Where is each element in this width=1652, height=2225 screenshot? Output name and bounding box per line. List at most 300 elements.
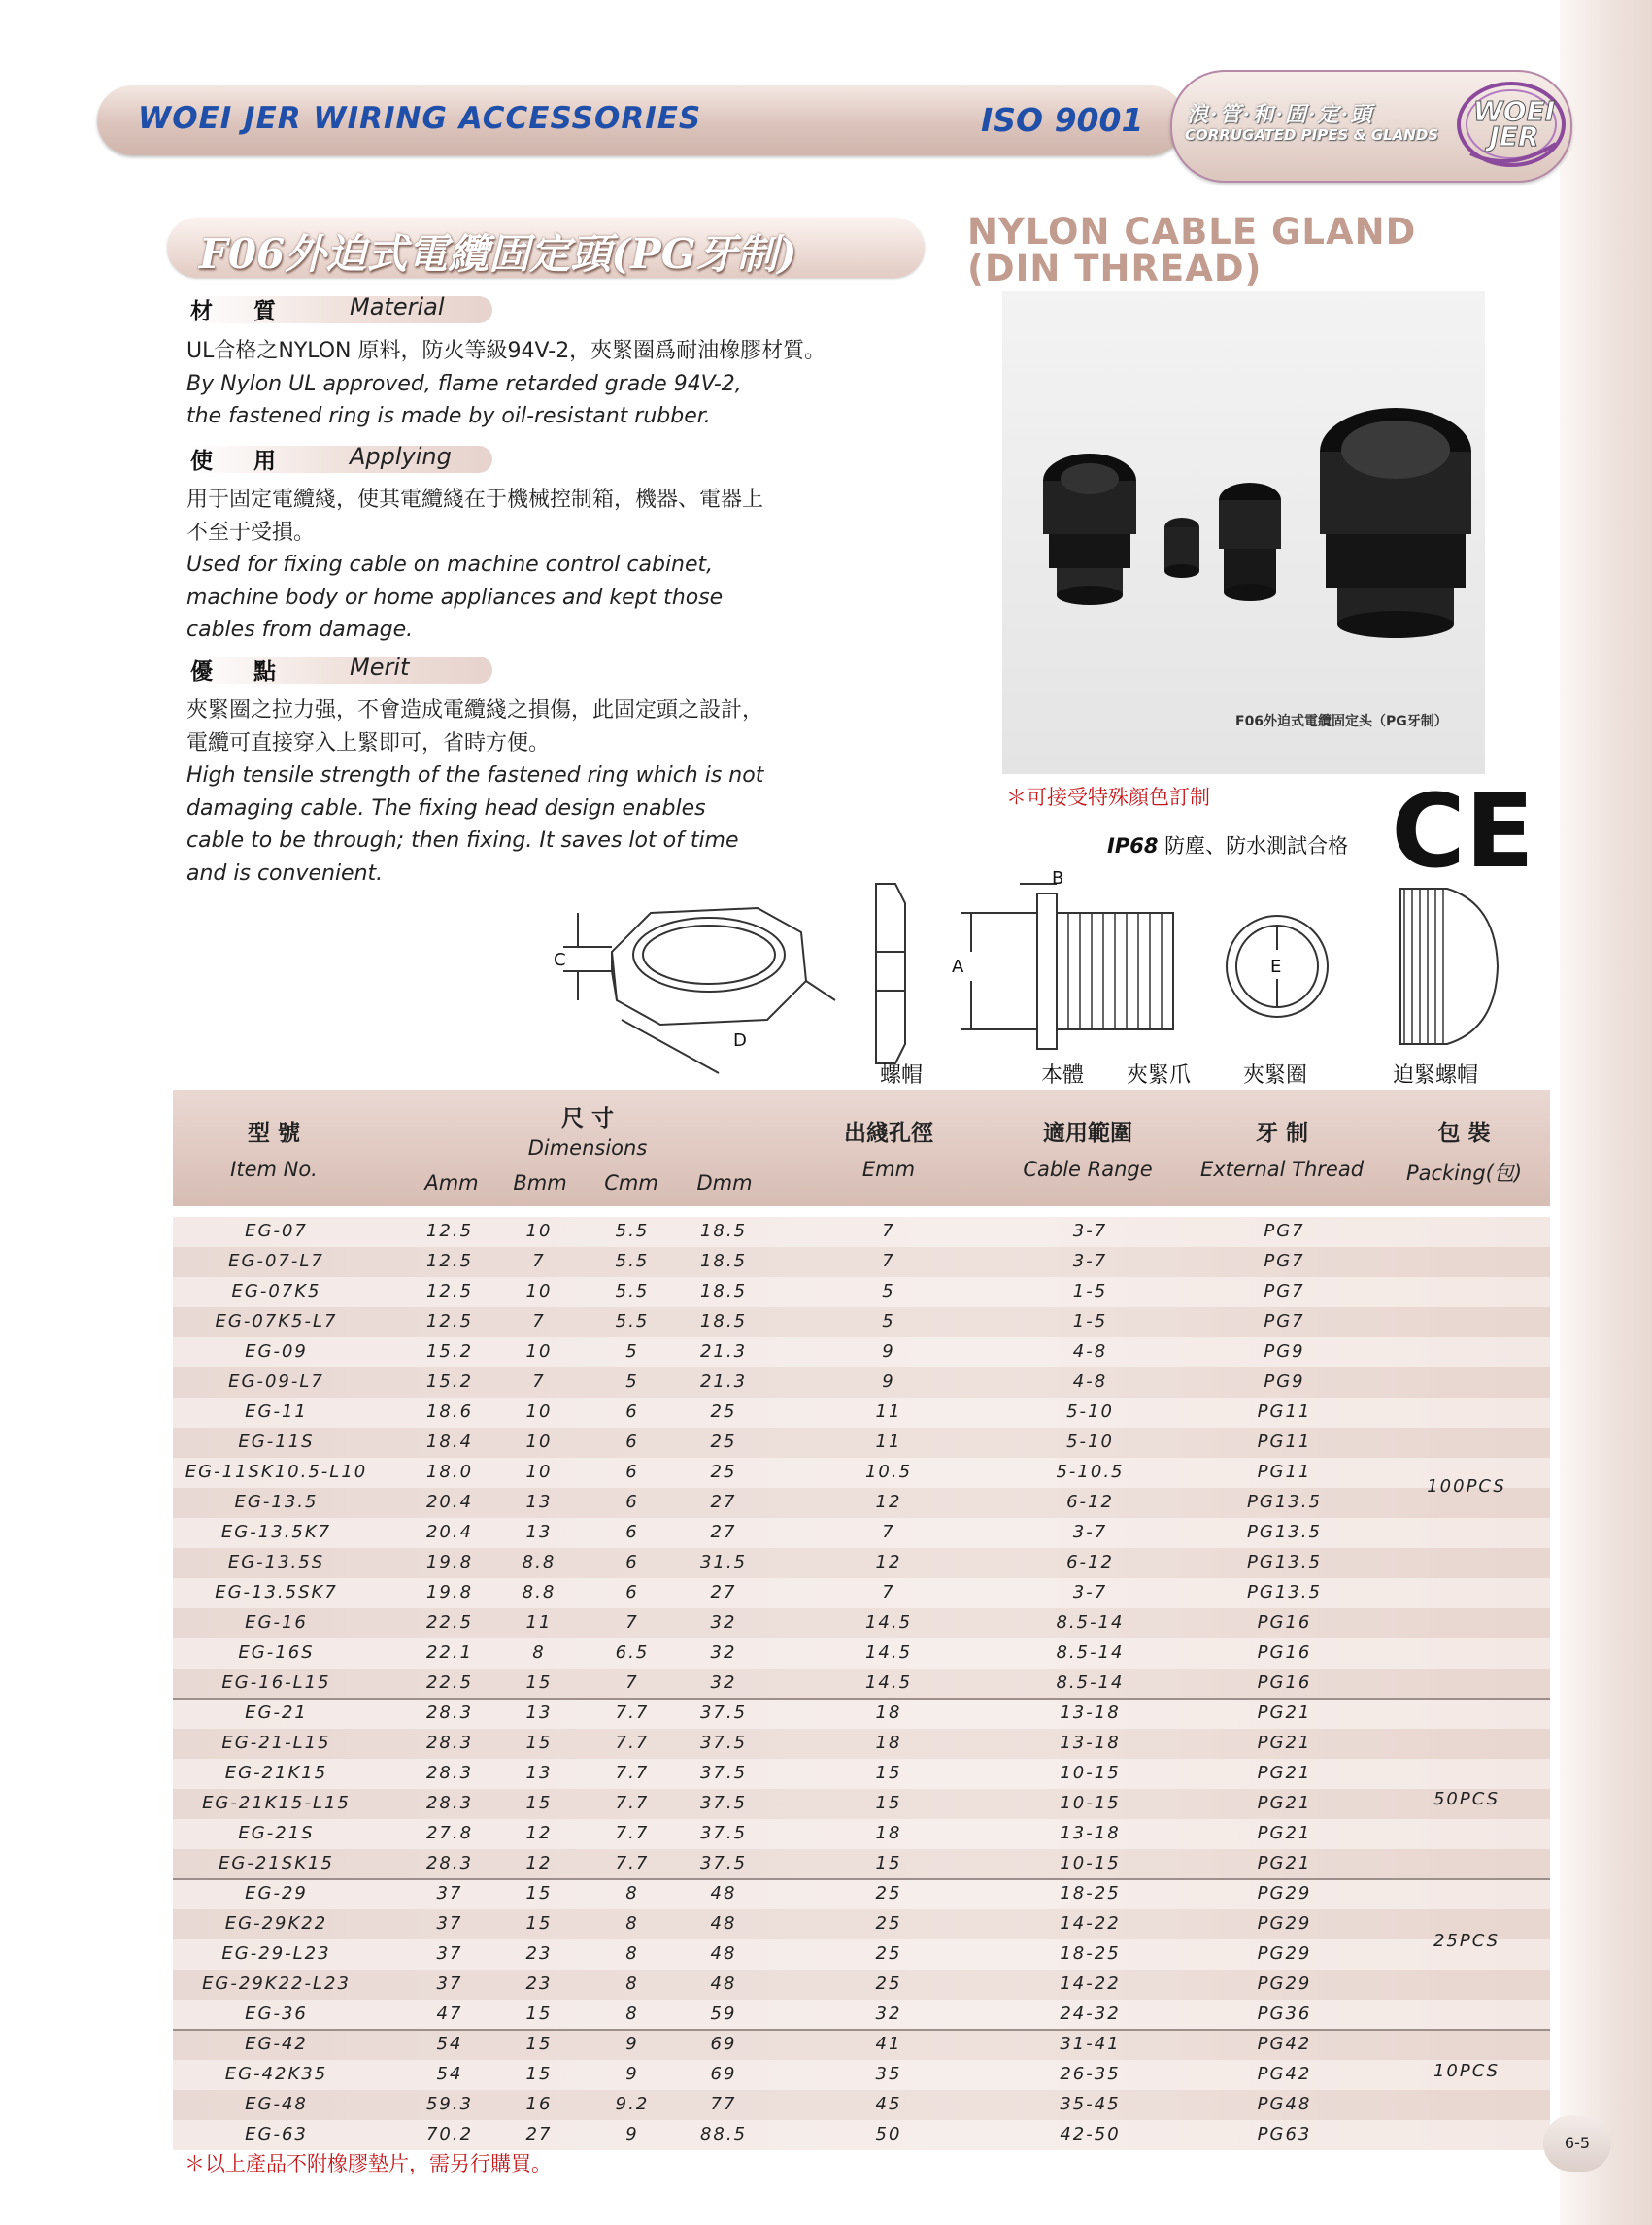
- table-cell: PG36: [1257, 2004, 1312, 2024]
- table-cell: 10: [525, 1401, 553, 1422]
- table-cell: 12: [875, 1492, 902, 1512]
- applying-line: Used for fixing cable on machine control cabinet,: [186, 553, 714, 577]
- table-cell: 7.7: [615, 1702, 650, 1723]
- table-cell: 10: [525, 1281, 553, 1301]
- table-cell: EG-13.5SK7: [215, 1582, 338, 1602]
- table-row: [173, 2090, 1550, 2120]
- applying-line: cables from damage.: [186, 618, 414, 642]
- merit-heading-cn: 優點: [190, 659, 317, 685]
- table-cell: 11: [875, 1401, 902, 1422]
- table-cell: 24-32: [1060, 2004, 1121, 2024]
- table-cell: 59: [710, 2004, 737, 2024]
- table-cell: 18.6: [425, 1401, 474, 1422]
- table-cell: 25: [875, 1883, 902, 1904]
- table-cell: 37: [436, 1883, 463, 1904]
- table-cell: 28.3: [425, 1763, 474, 1783]
- table-cell: 50: [875, 2124, 902, 2144]
- table-cell: 8: [625, 1973, 639, 1994]
- ip68-label: IP68: [1107, 834, 1159, 858]
- table-cell: 25: [710, 1401, 737, 1422]
- table-cell: 41: [875, 2034, 902, 2054]
- table-cell: 7.7: [615, 1763, 650, 1783]
- badge-cn: 浪·管·和·固·定·頭: [1187, 102, 1374, 127]
- table-cell: 25: [710, 1432, 737, 1452]
- table-cell: EG-29K22-L23: [202, 1973, 351, 1994]
- table-cell: 31.5: [699, 1552, 748, 1572]
- applying-line: 用于固定電纜綫，使其電纜綫在于機械控制箱，機器、電器上: [186, 488, 764, 512]
- table-cell: EG-11: [245, 1401, 308, 1422]
- table-cell: 12: [525, 1823, 553, 1843]
- table-cell: 7: [882, 1221, 895, 1241]
- table-cell: PG13.5: [1247, 1582, 1322, 1602]
- table-cell: 18.5: [699, 1311, 748, 1332]
- product-photo: [1002, 291, 1485, 774]
- table-cell: 18-25: [1060, 1883, 1121, 1904]
- table-cell: 8: [625, 1943, 639, 1964]
- table-cell: EG-42: [245, 2034, 308, 2054]
- table-cell: 23: [525, 1943, 553, 1964]
- diagram-letter-a: A: [952, 957, 964, 977]
- table-cell: EG-11S: [238, 1432, 315, 1452]
- table-cell: 8.8: [522, 1582, 556, 1602]
- iso-label: ISO 9001: [981, 101, 1144, 139]
- table-cell: EG-21SK15: [219, 1853, 334, 1873]
- table-cell: 6: [625, 1462, 639, 1482]
- table-cell: PG7: [1264, 1221, 1305, 1241]
- table-cell: 15: [525, 2004, 553, 2024]
- table-row: [173, 1849, 1550, 1879]
- table-cell: 13-18: [1060, 1733, 1121, 1753]
- table-cell: 5: [882, 1311, 895, 1332]
- table-cell: 22.5: [425, 1672, 474, 1693]
- diagram-letter-c: C: [554, 950, 566, 970]
- table-row: [173, 1909, 1550, 1939]
- table-cell: EG-07-L7: [228, 1251, 324, 1271]
- table-cell: 59.3: [425, 2094, 474, 2114]
- table-row: [173, 1819, 1550, 1849]
- table-cell: 15: [525, 1672, 553, 1693]
- table-cell: 1-5: [1072, 1311, 1108, 1332]
- table-cell: 14.5: [864, 1672, 913, 1693]
- table-cell: PG13.5: [1247, 1522, 1322, 1542]
- table-cell: 8.8: [522, 1552, 556, 1572]
- table-cell: 7: [882, 1582, 895, 1602]
- table-cell: 3-7: [1072, 1251, 1108, 1271]
- table-cell: PG9: [1264, 1371, 1305, 1392]
- table-cell: PG7: [1264, 1251, 1305, 1271]
- table-cell: 42-50: [1060, 2124, 1121, 2144]
- table-cell: 28.3: [425, 1733, 474, 1753]
- table-cell: 27: [710, 1492, 737, 1512]
- table-cell: 16: [525, 2094, 553, 2114]
- table-cell: 10: [525, 1462, 553, 1482]
- table-cell: EG-36: [245, 2004, 308, 2024]
- table-cell: 18.5: [699, 1221, 748, 1241]
- table-row: [173, 1759, 1550, 1789]
- table-cell: 8: [532, 1642, 546, 1663]
- merit-line: High tensile strength of the fastened ring which is not: [186, 763, 764, 788]
- applying-line: 不至于受損。: [186, 520, 316, 545]
- table-row: [173, 2030, 1550, 2060]
- table-cell: 37: [436, 1973, 463, 1994]
- table-cell: 13-18: [1060, 1702, 1121, 1723]
- table-row: [173, 1518, 1550, 1548]
- table-row: [173, 1277, 1550, 1307]
- material-heading-cn: 材質: [190, 299, 317, 324]
- table-cell: 11: [875, 1432, 902, 1452]
- material-line: the fastened ring is made by oil-resistant rubber.: [186, 404, 711, 428]
- th-item-cn: 型 號: [247, 1121, 300, 1146]
- table-cell: 5.5: [615, 1251, 650, 1271]
- packing-50pcs: 50PCS: [1433, 1789, 1500, 1809]
- table-cell: 35-45: [1060, 2094, 1121, 2114]
- table-cell: 37.5: [699, 1853, 748, 1873]
- table-cell: 21.3: [699, 1371, 748, 1392]
- table-cell: EG-42K35: [224, 2064, 328, 2084]
- table-cell: 6: [625, 1582, 639, 1602]
- th-thread-cn: 牙 制: [1255, 1121, 1308, 1146]
- table-row: [173, 1488, 1550, 1518]
- label-body: 本體: [1041, 1063, 1085, 1088]
- table-cell: EG-21K15: [224, 1763, 328, 1783]
- th-pack-cn: 包 裝: [1437, 1121, 1491, 1146]
- table-cell: 12.5: [425, 1221, 474, 1241]
- table-cell: EG-09: [245, 1341, 308, 1362]
- table-row: [173, 1398, 1550, 1428]
- table-row: [173, 1879, 1550, 1909]
- th-dim-cn: 尺 寸: [560, 1106, 614, 1131]
- table-cell: 15.2: [425, 1371, 474, 1392]
- table-cell: PG13.5: [1247, 1552, 1322, 1572]
- table-cell: 10-15: [1060, 1853, 1121, 1873]
- ip68-text: 防塵、防水測試合格: [1158, 834, 1349, 858]
- table-cell: 6.5: [615, 1642, 650, 1663]
- table-cell: EG-21-L15: [221, 1733, 331, 1753]
- table-cell: 15.2: [425, 1341, 474, 1362]
- product-title-en-line1: NYLON CABLE GLAND: [967, 211, 1417, 253]
- table-cell: EG-21K15-L15: [202, 1793, 351, 1813]
- table-cell: PG16: [1257, 1672, 1312, 1693]
- table-row: [173, 1939, 1550, 1970]
- table-cell: 18.5: [699, 1281, 748, 1301]
- table-row: [173, 1608, 1550, 1638]
- table-cell: 9: [625, 2064, 639, 2084]
- table-cell: PG48: [1257, 2094, 1312, 2114]
- table-cell: PG29: [1257, 1973, 1312, 1994]
- table-cell: PG21: [1257, 1702, 1312, 1723]
- table-cell: 18.0: [425, 1462, 474, 1482]
- table-cell: 37.5: [699, 1823, 748, 1843]
- label-cap-nut: 迫緊螺帽: [1393, 1063, 1479, 1088]
- table-cell: 18.4: [425, 1432, 474, 1452]
- table-cell: EG-48: [245, 2094, 308, 2114]
- table-cell: 8.5-14: [1056, 1672, 1125, 1693]
- table-cell: EG-21: [245, 1702, 308, 1723]
- table-cell: 9: [625, 2124, 639, 2144]
- table-cell: 23: [525, 1973, 553, 1994]
- table-cell: 45: [875, 2094, 902, 2114]
- table-cell: 7.7: [615, 1853, 650, 1873]
- table-cell: 7: [532, 1311, 546, 1332]
- table-cell: 10: [525, 1432, 553, 1452]
- table-cell: EG-63: [245, 2124, 308, 2144]
- table-cell: 3-7: [1072, 1221, 1108, 1241]
- table-cell: 7: [882, 1522, 895, 1542]
- table-cell: PG7: [1264, 1281, 1305, 1301]
- merit-line: and is convenient.: [186, 860, 384, 886]
- table-cell: 27: [710, 1582, 737, 1602]
- table-cell: 4-8: [1072, 1341, 1108, 1362]
- th-dim-en: Dimensions: [527, 1136, 648, 1160]
- table-cell: 5.5: [615, 1221, 650, 1241]
- table-cell: 48: [710, 1943, 737, 1964]
- footnote: ＊以上產品不附橡膠墊片，需另行購買。: [185, 2152, 552, 2175]
- table-cell: PG13.5: [1247, 1492, 1322, 1512]
- table-cell: 27: [710, 1522, 737, 1542]
- group-separator: [173, 2029, 1550, 2031]
- table-cell: 12.5: [425, 1281, 474, 1301]
- table-cell: 20.4: [425, 1522, 474, 1542]
- label-nut: 螺帽: [880, 1063, 924, 1088]
- group-separator: [173, 1878, 1550, 1880]
- table-cell: PG21: [1257, 1853, 1312, 1873]
- material-line: By Nylon UL approved, flame retarded grade 94V-2,: [186, 371, 742, 396]
- table-cell: 9: [625, 2034, 639, 2054]
- table-cell: 11: [525, 1612, 553, 1633]
- table-cell: 9: [882, 1371, 895, 1392]
- table-row: [173, 1307, 1550, 1337]
- table-cell: 12.5: [425, 1311, 474, 1332]
- table-cell: 6-12: [1066, 1492, 1114, 1512]
- table-cell: 37.5: [699, 1702, 748, 1723]
- table-cell: PG21: [1257, 1823, 1312, 1843]
- table-cell: PG9: [1264, 1341, 1305, 1362]
- material-line: UL合格之NYLON 原料，防火等級94V-2，夾緊圈爲耐油橡膠材質。: [186, 339, 826, 363]
- table-cell: 27.8: [425, 1823, 474, 1843]
- table-cell: PG21: [1257, 1793, 1312, 1813]
- table-cell: 54: [436, 2034, 463, 2054]
- table-cell: 18.5: [699, 1251, 748, 1271]
- th-pack-en: Packing(包): [1405, 1162, 1523, 1185]
- table-cell: EG-07K5: [231, 1281, 321, 1301]
- table-row: [173, 1669, 1550, 1699]
- table-cell: PG11: [1257, 1432, 1312, 1452]
- logo-text-bottom: JER: [1489, 120, 1539, 152]
- table-cell: PG16: [1257, 1612, 1312, 1633]
- table-cell: 32: [710, 1672, 737, 1693]
- table-cell: 69: [710, 2034, 737, 2054]
- th-emm-cn: 出綫孔徑: [844, 1121, 933, 1146]
- th-range-en: Cable Range: [1023, 1158, 1153, 1181]
- table-header: [173, 1090, 1550, 1206]
- table-cell: 8.5-14: [1056, 1642, 1125, 1663]
- table-cell: PG11: [1257, 1401, 1312, 1422]
- table-cell: 54: [436, 2064, 463, 2084]
- table-cell: 12: [875, 1552, 902, 1572]
- table-cell: 31-41: [1060, 2034, 1121, 2054]
- table-cell: 77: [710, 2094, 737, 2114]
- table-row: [173, 1699, 1550, 1729]
- table-cell: EG-13.5: [234, 1492, 319, 1512]
- table-cell: EG-09-L7: [228, 1371, 324, 1392]
- table-cell: 20.4: [425, 1492, 474, 1512]
- table-cell: 15: [525, 1733, 553, 1753]
- table-cell: 18: [875, 1733, 902, 1753]
- table-cell: PG21: [1257, 1763, 1312, 1783]
- table-cell: 5: [882, 1281, 895, 1301]
- table-cell: 13: [525, 1702, 553, 1723]
- applying-heading-en: Applying: [350, 443, 452, 470]
- table-cell: 6: [625, 1522, 639, 1542]
- table-cell: 6-12: [1066, 1552, 1114, 1572]
- th-item-en: Item No.: [230, 1158, 318, 1181]
- table-cell: EG-29: [245, 1883, 308, 1904]
- th-range-cn: 適用範圍: [1043, 1121, 1132, 1146]
- table-cell: 15: [525, 1793, 553, 1813]
- applying-heading-cn: 使用: [190, 449, 317, 474]
- table-row: [173, 1548, 1550, 1578]
- table-cell: EG-21S: [238, 1823, 315, 1843]
- diagram-letter-b: B: [1052, 868, 1064, 889]
- table-cell: 7: [532, 1371, 546, 1392]
- table-cell: 32: [710, 1642, 737, 1663]
- table-cell: PG29: [1257, 1913, 1312, 1934]
- table-cell: 19.8: [425, 1552, 474, 1572]
- table-cell: PG16: [1257, 1642, 1312, 1663]
- table-cell: 13-18: [1060, 1823, 1121, 1843]
- th-emm-en: Emm: [861, 1158, 916, 1181]
- table-cell: 19.8: [425, 1582, 474, 1602]
- table-row: [173, 1458, 1550, 1488]
- diagram-letter-e: E: [1270, 957, 1282, 977]
- table-cell: EG-13.5S: [227, 1552, 325, 1572]
- company-name: WOEI JER WIRING ACCESSORIES: [138, 101, 702, 136]
- table-cell: 9: [882, 1341, 895, 1362]
- table-cell: 28.3: [425, 1853, 474, 1873]
- photo-caption: F06外迫式電纜固定头（PG牙制）: [1235, 714, 1448, 729]
- table-cell: 7: [532, 1251, 546, 1271]
- table-cell: 8: [625, 2004, 639, 2024]
- table-cell: 4-8: [1072, 1371, 1108, 1392]
- table-cell: 15: [875, 1793, 902, 1813]
- side-decoration: [1560, 0, 1652, 2225]
- table-cell: 3-7: [1072, 1522, 1108, 1542]
- label-claw: 夾緊爪: [1127, 1063, 1192, 1088]
- table-cell: EG-29-L23: [221, 1943, 331, 1964]
- table-cell: 6: [625, 1401, 639, 1422]
- table-cell: 47: [436, 2004, 463, 2024]
- table-cell: 70.2: [425, 2124, 474, 2144]
- table-cell: EG-16: [245, 1612, 308, 1633]
- table-cell: PG29: [1257, 1883, 1312, 1904]
- table-cell: 48: [710, 1913, 737, 1934]
- table-cell: 5: [625, 1341, 639, 1362]
- table-cell: 22.5: [425, 1612, 474, 1633]
- applying-text: [186, 484, 763, 647]
- table-cell: 10-15: [1060, 1763, 1121, 1783]
- table-cell: 26-35: [1060, 2064, 1121, 2084]
- table-cell: 15: [525, 1913, 553, 1934]
- table-cell: EG-29K22: [224, 1913, 328, 1934]
- table-cell: 13: [525, 1763, 553, 1783]
- woei-jer-logo-icon: [1441, 76, 1568, 173]
- table-cell: 15: [875, 1763, 902, 1783]
- table-cell: 7.7: [615, 1793, 650, 1813]
- table-row: [173, 1337, 1550, 1367]
- table-cell: 7.7: [615, 1733, 650, 1753]
- table-cell: 25: [875, 1943, 902, 1964]
- table-cell: 37: [436, 1913, 463, 1934]
- table-cell: 37.5: [699, 1763, 748, 1783]
- table-row: [173, 1428, 1550, 1458]
- table-row: [173, 1970, 1550, 2000]
- table-cell: 7: [625, 1672, 639, 1693]
- table-row: [173, 2060, 1550, 2090]
- material-text: [186, 335, 826, 433]
- merit-line: cable to be through; then fixing. It saves lot of time: [186, 828, 739, 853]
- product-title-en: [967, 211, 1417, 289]
- table-cell: 21.3: [699, 1341, 748, 1362]
- table-cell: EG-16-L15: [221, 1672, 331, 1693]
- table-cell: 18: [875, 1702, 902, 1723]
- logo-text-top: WOEI: [1472, 95, 1556, 127]
- table-row: [173, 1578, 1550, 1608]
- table-cell: 18: [875, 1823, 902, 1843]
- table-cell: 6: [625, 1552, 639, 1572]
- table-cell: 32: [710, 1612, 737, 1633]
- th-dmm: Dmm: [696, 1171, 753, 1195]
- table-cell: 7: [625, 1612, 639, 1633]
- table-cell: 8: [625, 1913, 639, 1934]
- badge-en: CORRUGATED PIPES & GLANDS: [1185, 126, 1439, 144]
- table-row: [173, 1217, 1550, 1247]
- table-cell: 15: [525, 1883, 553, 1904]
- table-cell: 6: [625, 1492, 639, 1512]
- table-cell: 8.5-14: [1056, 1612, 1125, 1633]
- page-number: 6-5: [1543, 2115, 1611, 2172]
- merit-heading-en: Merit: [350, 654, 410, 681]
- table-cell: 32: [875, 2004, 902, 2024]
- table-cell: 25: [710, 1462, 737, 1482]
- table-cell: EG-16S: [238, 1642, 315, 1663]
- table-row: [173, 1729, 1550, 1759]
- table-row: [173, 1638, 1550, 1669]
- table-cell: 14.5: [864, 1612, 913, 1633]
- table-cell: 13: [525, 1492, 553, 1512]
- table-cell: 25: [875, 1973, 902, 1994]
- table-cell: 1-5: [1072, 1281, 1108, 1301]
- table-cell: PG21: [1257, 1733, 1312, 1753]
- table-cell: 25: [875, 1913, 902, 1934]
- table-cell: PG42: [1257, 2064, 1312, 2084]
- table-cell: PG11: [1257, 1462, 1312, 1482]
- table-cell: 7.7: [615, 1823, 650, 1843]
- ce-mark-text: CE: [1391, 772, 1534, 891]
- table-cell: 14.5: [864, 1642, 913, 1663]
- product-title-en-line2: (DIN THREAD): [967, 248, 1263, 289]
- table-cell: 5-10: [1066, 1432, 1114, 1452]
- table-cell: 15: [525, 2064, 553, 2084]
- table-cell: PG29: [1257, 1943, 1312, 1964]
- table-cell: 14-22: [1060, 1913, 1121, 1934]
- table-row: [173, 2120, 1550, 2150]
- table-cell: 35: [875, 2064, 902, 2084]
- table-cell: 10-15: [1060, 1793, 1121, 1813]
- merit-line: damaging cable. The fixing head design enables: [186, 795, 706, 821]
- table-cell: 48: [710, 1883, 737, 1904]
- table-cell: 69: [710, 2064, 737, 2084]
- table-cell: 18-25: [1060, 1943, 1121, 1964]
